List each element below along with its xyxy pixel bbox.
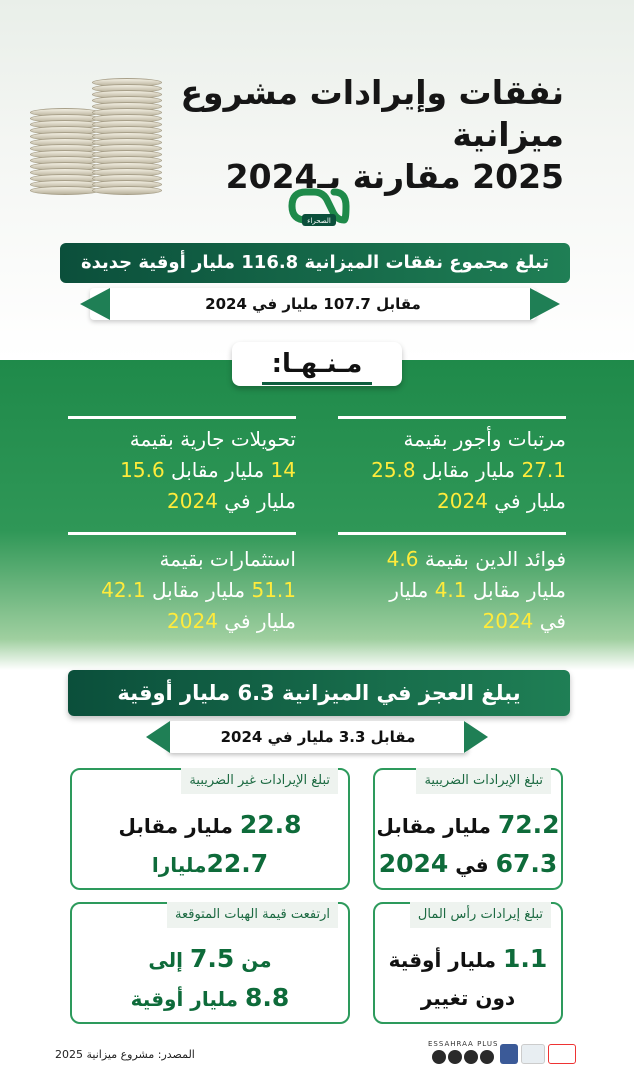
divider-line (338, 532, 566, 535)
card-body (72, 940, 348, 1018)
stat-text: مليار في (487, 489, 566, 513)
deficit-compare (168, 721, 468, 753)
card-text: مليار مقابل (376, 814, 498, 838)
twitter-icon[interactable] (464, 1050, 478, 1064)
arrow-left-icon (146, 721, 170, 753)
divider-line (68, 532, 296, 535)
deficit-headline-text: يبلغ العجز في الميزانية 6.3 مليار أوقية (117, 681, 521, 705)
stat-value: 27.1 (521, 458, 566, 482)
card-text: مليار أوقية (388, 948, 504, 972)
card-header: تبلغ الإيرادات غير الضريبية (181, 768, 338, 794)
stat-text: استثمارات بقيمة (159, 547, 296, 571)
card-capital-revenue (373, 902, 563, 1024)
card-body (375, 940, 561, 1017)
card-tax-revenue (373, 768, 563, 890)
arrow-right-icon (530, 288, 560, 320)
source-note: المصدر: مشروع ميزانية 2025 (55, 1048, 195, 1061)
title-line-1: نفقات وإيرادات مشروع ميزانية (180, 73, 564, 154)
card-value: 2024 (378, 849, 449, 878)
expenses-headline-text: تبلغ مجموع نفقات الميزانية 116.8 مليار أوقية جديدة (80, 252, 550, 273)
stat-value: 2024 (437, 489, 488, 513)
card-header: ارتفعت قيمة الهبات المتوقعة (167, 902, 338, 928)
stat-value: 15.6 (120, 458, 165, 482)
stat-text: مرتبات وأجور بقيمة (403, 427, 566, 451)
stat-text: مليار (389, 578, 435, 602)
divider-line (68, 416, 296, 419)
including-underline (262, 382, 372, 385)
stat-value: 51.1 (251, 578, 296, 602)
stat-salaries (326, 424, 566, 517)
card-body (72, 806, 348, 884)
instagram-icon[interactable] (432, 1050, 446, 1064)
stat-text: مليار في (217, 609, 296, 633)
expenses-compare-text: مقابل 107.7 مليار في 2024 (205, 295, 421, 313)
card-value: 1.1 (503, 944, 548, 973)
expenses-headline (60, 243, 570, 283)
card-text: مليار أوقية (130, 987, 246, 1011)
stat-value: 4.1 (434, 578, 467, 602)
expenses-compare (90, 288, 536, 320)
page-title (64, 72, 564, 198)
card-non-tax-revenue (70, 768, 350, 890)
stat-value: 14 (270, 458, 296, 482)
card-text: من (234, 948, 272, 972)
stat-text: مليار في (217, 489, 296, 513)
stat-text: مليار مقابل (466, 578, 566, 602)
card-value: 8.8 (245, 983, 290, 1012)
card-value: 72.2 (497, 810, 560, 839)
card-header: تبلغ إيرادات رأس المال (410, 902, 551, 928)
stat-value: 4.6 (386, 547, 419, 571)
card-value: 7.5 (189, 944, 235, 973)
deficit-compare-text: مقابل 3.3 مليار في 2024 (220, 728, 416, 746)
stat-value: 2024 (482, 609, 534, 633)
card-text: في (448, 853, 496, 877)
stat-text: فوائد الدين بقيمة (418, 547, 566, 571)
arrow-left-icon (80, 288, 110, 320)
card-text: دون تغيير (420, 986, 516, 1010)
divider-line (338, 416, 566, 419)
stat-transfers (56, 424, 296, 517)
title-line-2: 2025 مقارنة بـ2024 (225, 157, 564, 196)
brand-name: ESSAHRAA PLUS (428, 1040, 499, 1048)
card-text: مليارا (151, 853, 207, 877)
including-label-text: مـنـهـا: (271, 349, 363, 379)
card-body (375, 806, 561, 884)
card-text: إلى (148, 948, 190, 972)
stat-value: 2024 (167, 489, 218, 513)
arrow-right-icon (464, 721, 488, 753)
stat-text: مليار مقابل (145, 578, 252, 602)
deficit-headline (68, 670, 570, 716)
card-text: مليار مقابل (118, 814, 240, 838)
stat-text: في (533, 609, 566, 633)
stat-debt-interest (326, 544, 566, 637)
card-header: تبلغ الإيرادات الضريبية (416, 768, 551, 794)
essahraa-logo (284, 186, 350, 228)
facebook-icon[interactable] (480, 1050, 494, 1064)
youtube-icon[interactable] (448, 1050, 462, 1064)
partner-logo (548, 1044, 576, 1064)
including-label (232, 342, 402, 386)
stat-investments (56, 544, 296, 637)
svg-text:الصحراء: الصحراء (307, 217, 331, 225)
partner-logo (521, 1044, 545, 1064)
stat-value: 25.8 (371, 458, 416, 482)
partner-logo (500, 1044, 518, 1064)
stat-text: مليار مقابل (415, 458, 522, 482)
stat-value: 2024 (167, 609, 218, 633)
card-value: 22.8 (239, 810, 302, 839)
card-value: 22.7 (206, 849, 269, 878)
card-value: 67.3 (495, 849, 558, 878)
stat-value: 42.1 (101, 578, 146, 602)
card-grants (70, 902, 350, 1024)
stat-text: مليار مقابل (164, 458, 271, 482)
stat-text: تحويلات جارية بقيمة (129, 427, 296, 451)
